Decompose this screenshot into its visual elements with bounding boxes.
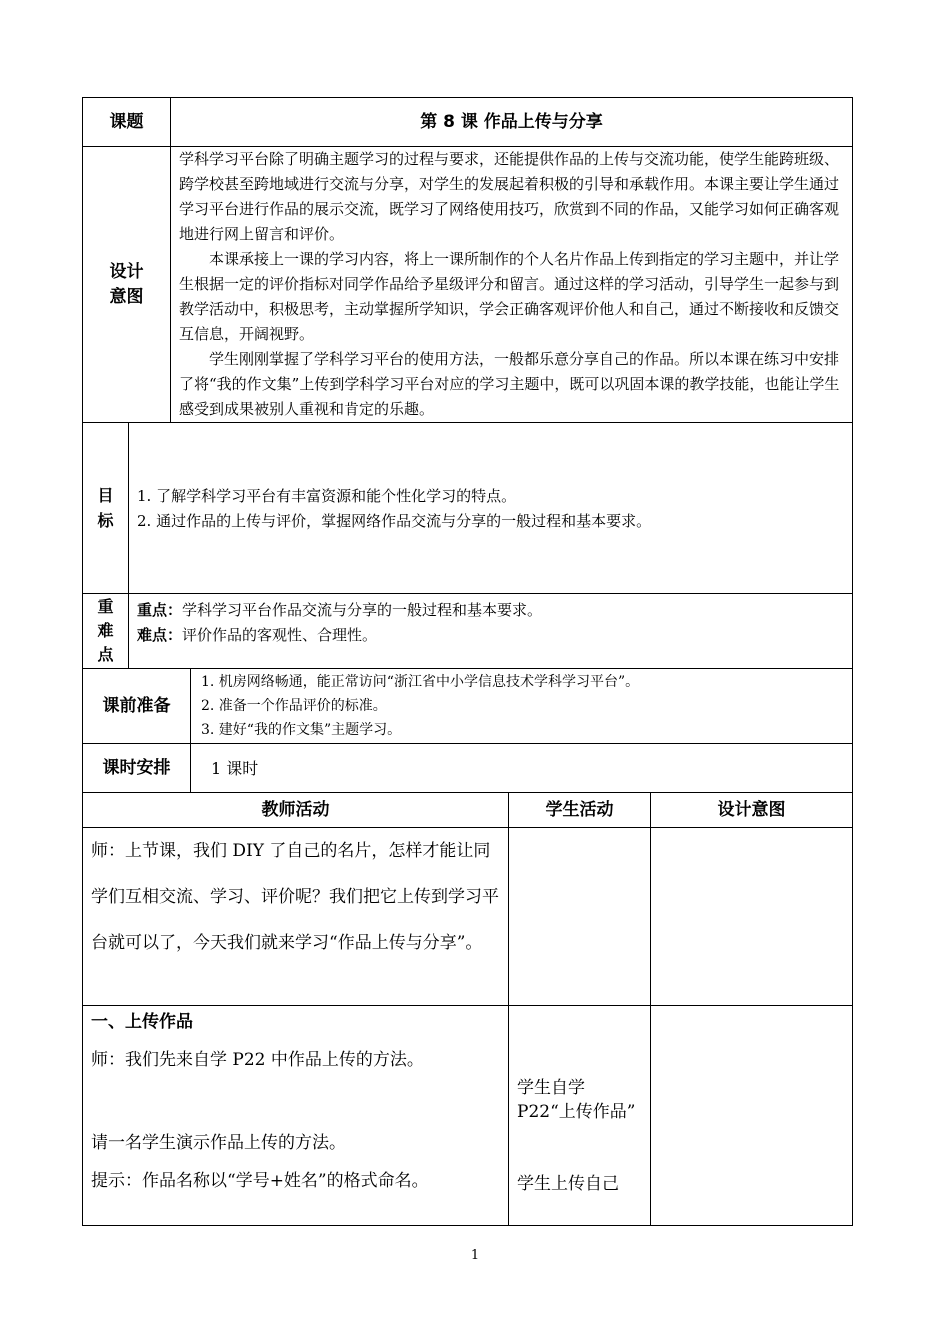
schedule-value: 1 课时 [191,744,853,793]
activities-table [82,792,853,1226]
key-point-text: 学科学习平台作品交流与分享的一般过程和基本要求。 [182,601,543,619]
preparation-item-2: 2. 准备一个作品评价的标准。 [201,698,387,714]
design-intent-paragraph-3: 学生刚刚掌握了学科学习平台的使用方法，一般都乐意分享自己的作品。所以本课在练习中安排了将“我的作文集”上传到学科学习平台对应的学习主题中，既可以巩固本课的教学技能，也能让学生感受到成果被别人重视和肯定的乐趣。 [179,350,840,418]
col-header-design: 设计意图 [651,793,853,828]
section1-title: 一、上传作品 [91,1012,193,1032]
section1-design-cell [651,1006,853,1226]
design-intent-paragraph-1: 学科学习平台除了明确主题学习的过程与要求，还能提供作品的上传与交流功能，使学生能跨班级、跨学校甚至跨地域进行交流与分享，对学生的发展起着积极的引导和承载作用。本课主要让学生通过学习平台进行作品的展示交流，既学习了网络使用技巧，欣赏到不同的作品，又能学习如何正确客观地进行网上留言和评价。 [179,150,840,243]
schedule-table [82,743,853,793]
difficult-point [137,623,844,648]
student-line-1: 学生自学 P22“上传作品” [517,1078,636,1122]
key-point [137,598,844,623]
design-intent-label: 设计 意图 [83,147,171,423]
intro-design-cell [651,828,853,1006]
section1-line-2: 请一名学生演示作品上传的方法。 [91,1133,346,1153]
schedule-label: 课时安排 [83,744,191,793]
difficult-point-text: 评价作品的客观性、合理性。 [182,626,378,644]
goal-item-2: 2. 通过作品的上传与评价，掌握网络作品交流与分享的一般过程和基本要求。 [137,512,652,530]
key-point-label: 重点： [137,601,183,619]
section1-teacher-cell [83,1006,509,1226]
col-header-teacher: 教师活动 [83,793,509,828]
key-points-content [129,594,853,669]
preparation-item-1: 1. 机房网络畅通，能正常访问“浙江省中小学信息技术学科学习平台”。 [201,674,640,690]
preparation-item-3: 3. 建好“我的作文集”主题学习。 [201,722,402,738]
topic-label: 课题 [83,98,171,147]
goals-label: 目 标 [83,423,129,594]
intro-text: 师：上节课，我们 DIY 了自己的名片，怎样才能让同学们互相交流、学习、评价呢？我们把它上传到学习平台就可以了，今天我们就来学习“作品上传与分享”。 [91,841,499,953]
lesson-info-table [82,97,853,669]
lesson-plan-page [82,97,852,1226]
intro-teacher-cell [83,828,509,1006]
goals-content [129,423,853,594]
preparation-table [82,668,853,744]
intro-student-cell [509,828,651,1006]
preparation-label: 课前准备 [83,669,191,744]
difficult-point-label: 难点： [137,626,183,644]
goal-item-1: 1. 了解学科学习平台有丰富资源和能个性化学习的特点。 [137,487,517,505]
section1-student-cell [509,1006,651,1226]
section1-line-3: 提示：作品名称以“学号+姓名”的格式命名。 [91,1171,429,1191]
topic-value: 第 8 课 作品上传与分享 [171,98,853,147]
preparation-content [191,669,853,744]
student-line-2: 学生上传自己 [517,1174,619,1194]
page-number: 1 [470,1248,480,1263]
col-header-student: 学生活动 [509,793,651,828]
design-intent-paragraph-2: 本课承接上一课的学习内容，将上一课所制作的个人名片作品上传到指定的学习主题中，并让学生根据一定的评价指标对同学作品给予星级评分和留言。通过这样的学习活动，引导学生一起参与到教学活动中，积极思考，主动掌握所学知识，学会正确客观评价他人和自己，通过不断接收和反馈交互信息，开阔视野。 [179,250,840,343]
key-points-label: 重 难 点 [83,594,129,669]
design-intent-content [171,147,853,423]
section1-line-1: 师：我们先来自学 P22 中作品上传的方法。 [91,1050,424,1070]
